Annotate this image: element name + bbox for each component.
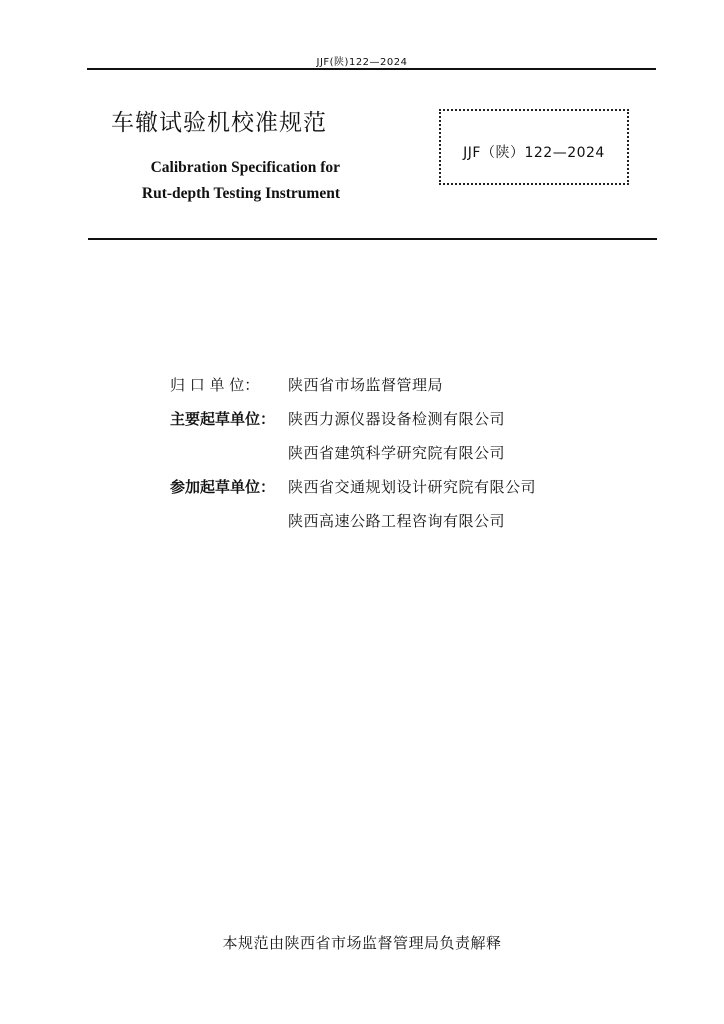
spec-code-box-text: JJF（陕）122—2024: [463, 145, 605, 161]
org-value-participating-2: 陕西高速公路工程咨询有限公司: [288, 512, 506, 530]
org-row-responsible: [170, 372, 630, 406]
footer-interpretation-note: 本规范由陕西省市场监督管理局负责解释: [222, 934, 502, 952]
org-label-empty: [170, 508, 288, 542]
org-value-main-drafter-2: 陕西省建筑科学研究院有限公司: [288, 444, 506, 462]
spec-code-box: [439, 109, 629, 185]
org-row-participating-1: [170, 474, 630, 508]
organization-list: [170, 372, 630, 542]
title-english-line2: Rut-depth Testing Instrument: [141, 185, 340, 202]
title-english-line1: Calibration Specification for: [150, 159, 340, 176]
org-label-responsible: 归 口 单 位：: [170, 376, 260, 394]
header-spec-code: JJF(陕)122—2024: [316, 57, 408, 68]
org-row-main-drafter-1: [170, 406, 630, 440]
org-row-participating-2: [170, 508, 630, 542]
org-value-responsible: 陕西省市场监督管理局: [288, 376, 444, 394]
org-row-main-drafter-2: [170, 440, 630, 474]
org-label-empty: [170, 440, 288, 474]
title-chinese: 车辙试验机校准规范: [111, 110, 327, 136]
middle-divider: [88, 238, 657, 240]
org-label-participating: 参加起草单位：: [170, 478, 276, 496]
title-english: [100, 155, 340, 207]
top-divider: [87, 68, 656, 70]
org-value-participating-1: 陕西省交通规划设计研究院有限公司: [288, 478, 537, 496]
org-value-main-drafter-1: 陕西力源仪器设备检测有限公司: [288, 410, 506, 428]
org-label-main-drafters: 主要起草单位：: [170, 410, 276, 428]
